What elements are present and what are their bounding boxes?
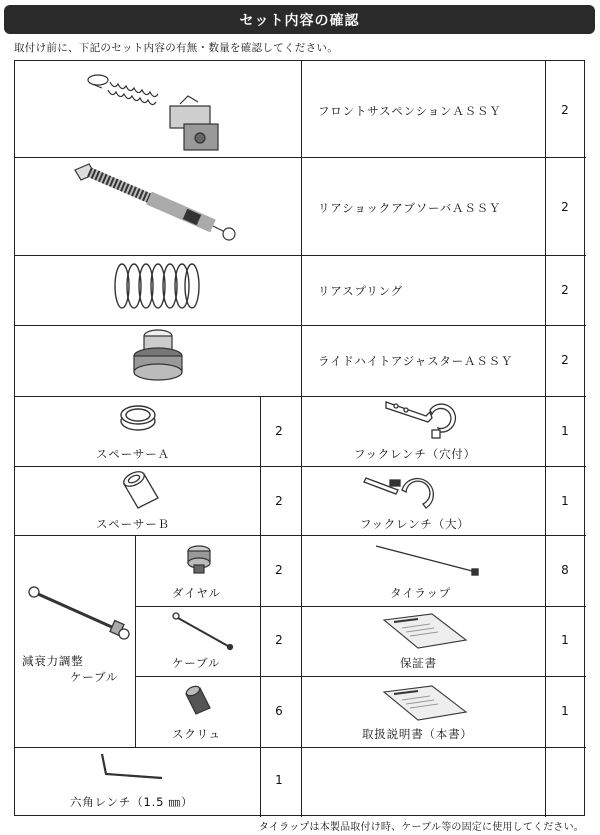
ride-height-adjuster-name: ライドハイトアジャスターＡＳＳＹ [318,354,514,368]
tie-wrap-illustration [372,542,482,576]
dial-qty: 2 [275,563,283,577]
hex-wrench-name: 六角レンチ（1.5 ㎜） [70,795,194,809]
spacer-a-illustration [118,403,158,433]
hook-wrench-hole-illustration [382,398,462,440]
manual-name: 取扱説明書（本書） [362,727,473,741]
damping-cable-label-line1: 減衰力調整 [22,654,84,668]
spacer-a-name: スペーサーＡ [96,447,170,461]
hook-wrench-large-illustration [362,472,442,516]
hex-wrench-qty: 1 [275,773,283,787]
tie-wrap-name: タイラップ [390,586,452,600]
rear-shock-qty: 2 [561,200,569,214]
dial-name: ダイヤル [172,586,221,600]
ride-height-adjuster-illustration [130,326,186,388]
manual-qty: 1 [561,704,569,718]
screw-illustration [182,686,212,718]
rear-shock-illustration [75,162,245,246]
section-title: セット内容の確認 [239,12,360,29]
section-header [4,5,595,34]
spacer-b-qty: 2 [275,494,283,508]
hook-wrench-hole-qty: 1 [561,424,569,438]
footnote: タイラップは本製品取付け時、ケーブル等の固定に使用してください。 [258,822,584,833]
warranty-qty: 1 [561,633,569,647]
intro-text: 取付け前に、下記のセット内容の有無・数量を確認してください。 [14,42,338,54]
front-suspension-qty: 2 [561,103,569,117]
damping-cable-illustration [26,584,130,640]
cable-illustration [172,612,234,650]
warranty-name: 保証書 [400,656,437,670]
damping-cable-label-line2: ケーブル [70,670,119,684]
ride-height-adjuster-qty: 2 [561,353,569,367]
front-suspension-name: フロントサスペンションＡＳＳＹ [318,104,502,118]
warranty-document-illustration [380,610,470,652]
spacer-a-qty: 2 [275,424,283,438]
spacer-b-illustration [118,470,160,510]
hook-wrench-hole-name: フックレンチ（穴付） [354,447,476,461]
front-suspension-illustration [80,68,230,158]
spacer-b-name: スペーサーＢ [96,517,170,531]
manual-document-illustration [380,682,470,724]
hook-wrench-large-qty: 1 [561,494,569,508]
rear-spring-qty: 2 [561,283,569,297]
cable-name: ケーブル [172,656,221,670]
rear-shock-name: リアショックアブソーバＡＳＳＹ [318,201,502,215]
rear-spring-name: リアスプリング [318,284,403,298]
tie-wrap-qty: 8 [561,563,569,577]
dial-illustration [184,543,214,575]
screw-name: スクリュ [172,727,221,741]
cable-qty: 2 [275,633,283,647]
rear-spring-illustration [112,260,202,312]
hook-wrench-large-name: フックレンチ（大） [360,517,470,531]
hex-wrench-illustration [98,752,166,782]
screw-qty: 6 [275,704,283,718]
